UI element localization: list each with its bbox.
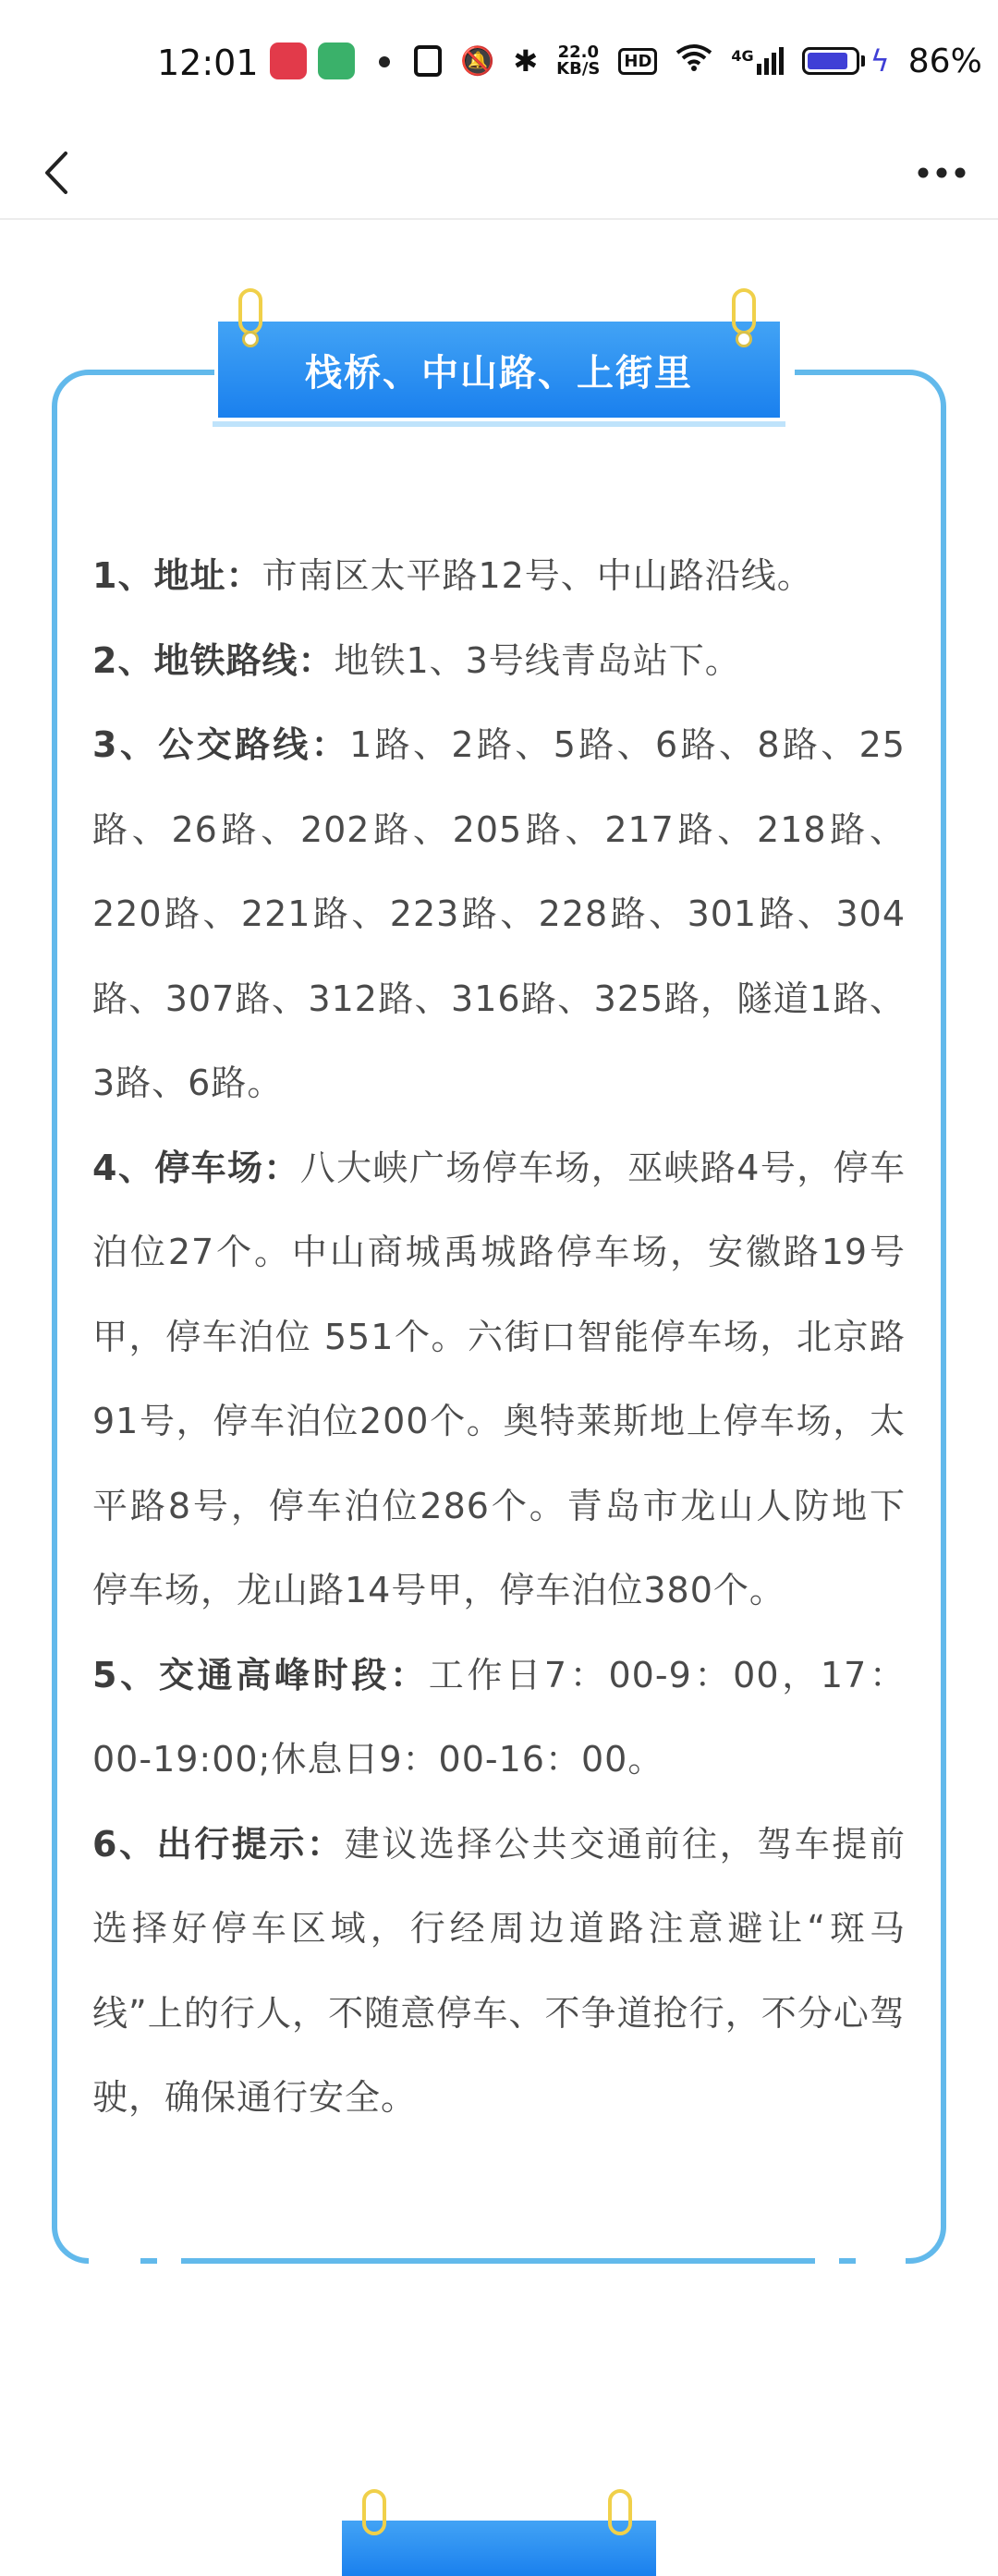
wifi-icon — [675, 43, 712, 79]
ring-left-icon — [362, 2489, 386, 2535]
info-item-subway: 2、地铁路线：地铁1、3号线青岛站下。 — [92, 639, 741, 681]
ring-left-icon — [238, 288, 262, 334]
chevron-left-icon — [42, 150, 69, 196]
shield-app-icon — [318, 43, 355, 79]
more-horizontal-icon — [917, 166, 967, 179]
network-speed: 22.0 KB/S — [556, 43, 601, 79]
battery-icon — [802, 43, 890, 79]
ring-right-icon — [732, 288, 756, 334]
back-button[interactable] — [26, 140, 85, 205]
info-item-parking: 4、停车场：八大峡广场停车场，巫峡路4号，停车泊位27个。中山商城禹城路停车场，安徽路19号甲，停车泊位 551个。六街口智能停车场，北京路91号，停车泊位200个。奥特莱斯地上停车场，太平路8号，停车泊位286个。青岛市龙山人防地下停车场，龙山路14号甲，停车泊位380个。 — [92, 1147, 906, 1610]
title-underline — [213, 421, 785, 427]
info-item-bus: 3、公交路线：1路、2路、5路、6路、8路、25路、26路、202路、205路、217路、218路、220路、221路、223路、228路、301路、304路、307路、312路、316路、325路，隧道1路、3路、6路。 — [92, 724, 906, 1103]
status-time: 12:01 — [157, 43, 259, 83]
ring-right-icon — [608, 2489, 632, 2535]
card-bottom-decoration — [52, 2258, 946, 2269]
app-notification-icon — [270, 43, 307, 79]
more-button[interactable] — [909, 140, 974, 205]
charging-icon: ϟ — [870, 43, 890, 79]
status-bar — [0, 0, 998, 129]
signal-icon: 4G — [731, 47, 783, 75]
section-content — [92, 534, 906, 2141]
status-icons — [414, 39, 982, 83]
info-item-address: 1、地址：市南区太平路12号、中山路沿线。 — [92, 555, 813, 596]
bluetooth-icon: ✱ — [513, 43, 539, 79]
battery-percent: 86% — [907, 42, 982, 80]
info-item-travel-tips: 6、出行提示：建议选择公共交通前往，驾车提前选择好停车区域，行经周边道路注意避让“斑马线”上的行人，不随意停车、不争道抢行，不分心驾驶，确保通行安全。 — [92, 1823, 906, 2118]
hd-icon: HD — [618, 48, 657, 75]
nfc-icon — [414, 45, 442, 77]
mute-bell-icon: 🔕 — [460, 44, 495, 78]
nav-bar — [0, 129, 998, 220]
info-item-peak-hours: 5、交通高峰时段：工作日7：00-9：00，17：00-19:00;休息日9：00-16：00。 — [92, 1654, 906, 1780]
notification-dot-icon — [379, 56, 390, 67]
section-title: 栈桥、中山路、上街里 — [218, 322, 780, 418]
